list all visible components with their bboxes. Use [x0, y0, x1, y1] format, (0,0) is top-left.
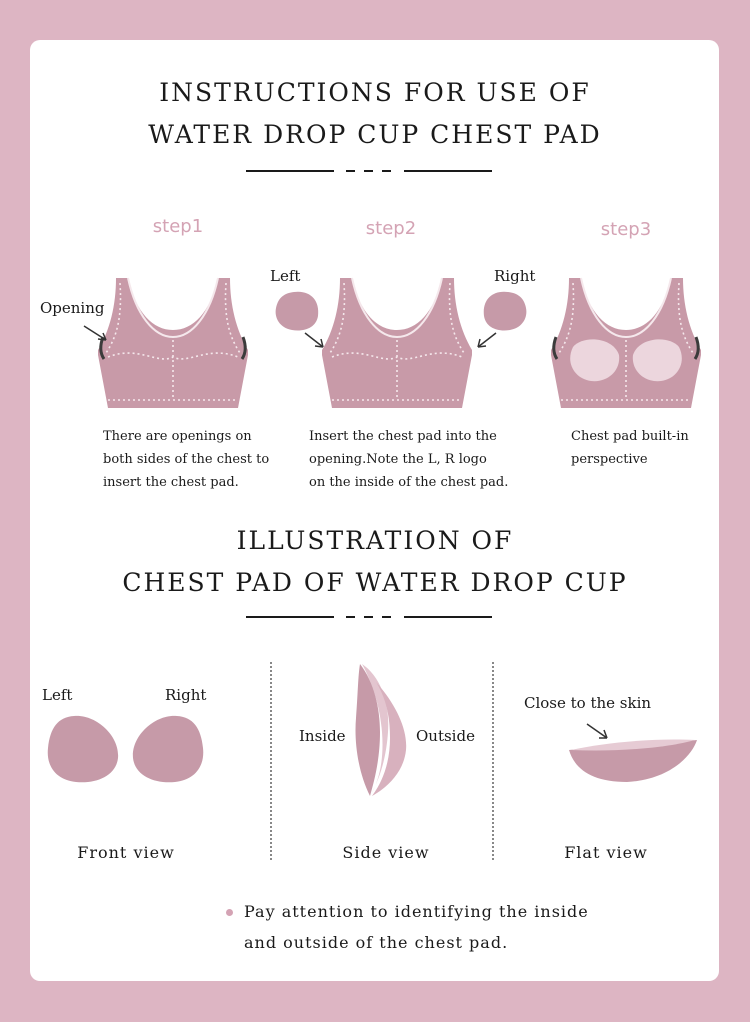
title-divider: [246, 166, 492, 176]
side-inside-label: Inside: [299, 727, 346, 745]
step2-label: step2: [365, 218, 417, 239]
flat-view-caption: Flat view: [564, 843, 648, 862]
section2-title-line2: CHEST PAD OF WATER DROP CUP: [122, 568, 628, 597]
content-card: [30, 40, 719, 981]
note-bullet: [226, 909, 233, 916]
front-left-label: Left: [42, 686, 73, 704]
front-right-pad-icon: [131, 714, 205, 784]
note-line1: Pay attention to identifying the inside: [244, 902, 589, 921]
flat-pad-icon: [567, 736, 699, 786]
section2-title-line1: ILLUSTRATION OF: [236, 526, 514, 555]
right-pad-icon: [482, 290, 528, 332]
step3-description: Chest pad built-in perspective: [571, 429, 689, 467]
opening-arrow-icon: [82, 324, 112, 344]
section2-divider: [246, 612, 492, 622]
step2-description: Insert the chest pad into the opening.Note the L, R logo on the inside of the chest pad.: [309, 429, 509, 490]
section1-title-line1: INSTRUCTIONS FOR USE OF: [159, 78, 591, 107]
front-right-label: Right: [165, 686, 207, 704]
flat-callout: Close to the skin: [524, 694, 652, 712]
front-left-pad-icon: [46, 714, 120, 784]
left-pad-arrow-icon: [303, 331, 329, 351]
side-pad-icon: [354, 662, 414, 798]
section1-title-line2: WATER DROP CUP CHEST PAD: [148, 120, 602, 149]
left-pad-icon: [274, 290, 320, 332]
note-line2: and outside of the chest pad.: [244, 933, 509, 952]
step1-label: step1: [152, 216, 204, 237]
opening-callout: Opening: [40, 299, 105, 317]
step2-left-callout: Left: [270, 267, 301, 285]
side-view-caption: Side view: [342, 843, 430, 862]
right-pad-arrow-icon: [472, 331, 498, 351]
view-separator-2: [492, 662, 494, 860]
step3-bra-illustration: [551, 275, 701, 415]
view-separator-1: [270, 662, 272, 860]
step3-label: step3: [600, 219, 652, 240]
step1-description: There are openings on both sides of the chest to insert the chest pad.: [103, 429, 270, 490]
step1-bra-illustration: [98, 275, 248, 415]
step2-right-callout: Right: [494, 267, 536, 285]
front-view-caption: Front view: [77, 843, 175, 862]
side-outside-label: Outside: [416, 727, 475, 745]
step2-bra-illustration: [322, 275, 472, 415]
